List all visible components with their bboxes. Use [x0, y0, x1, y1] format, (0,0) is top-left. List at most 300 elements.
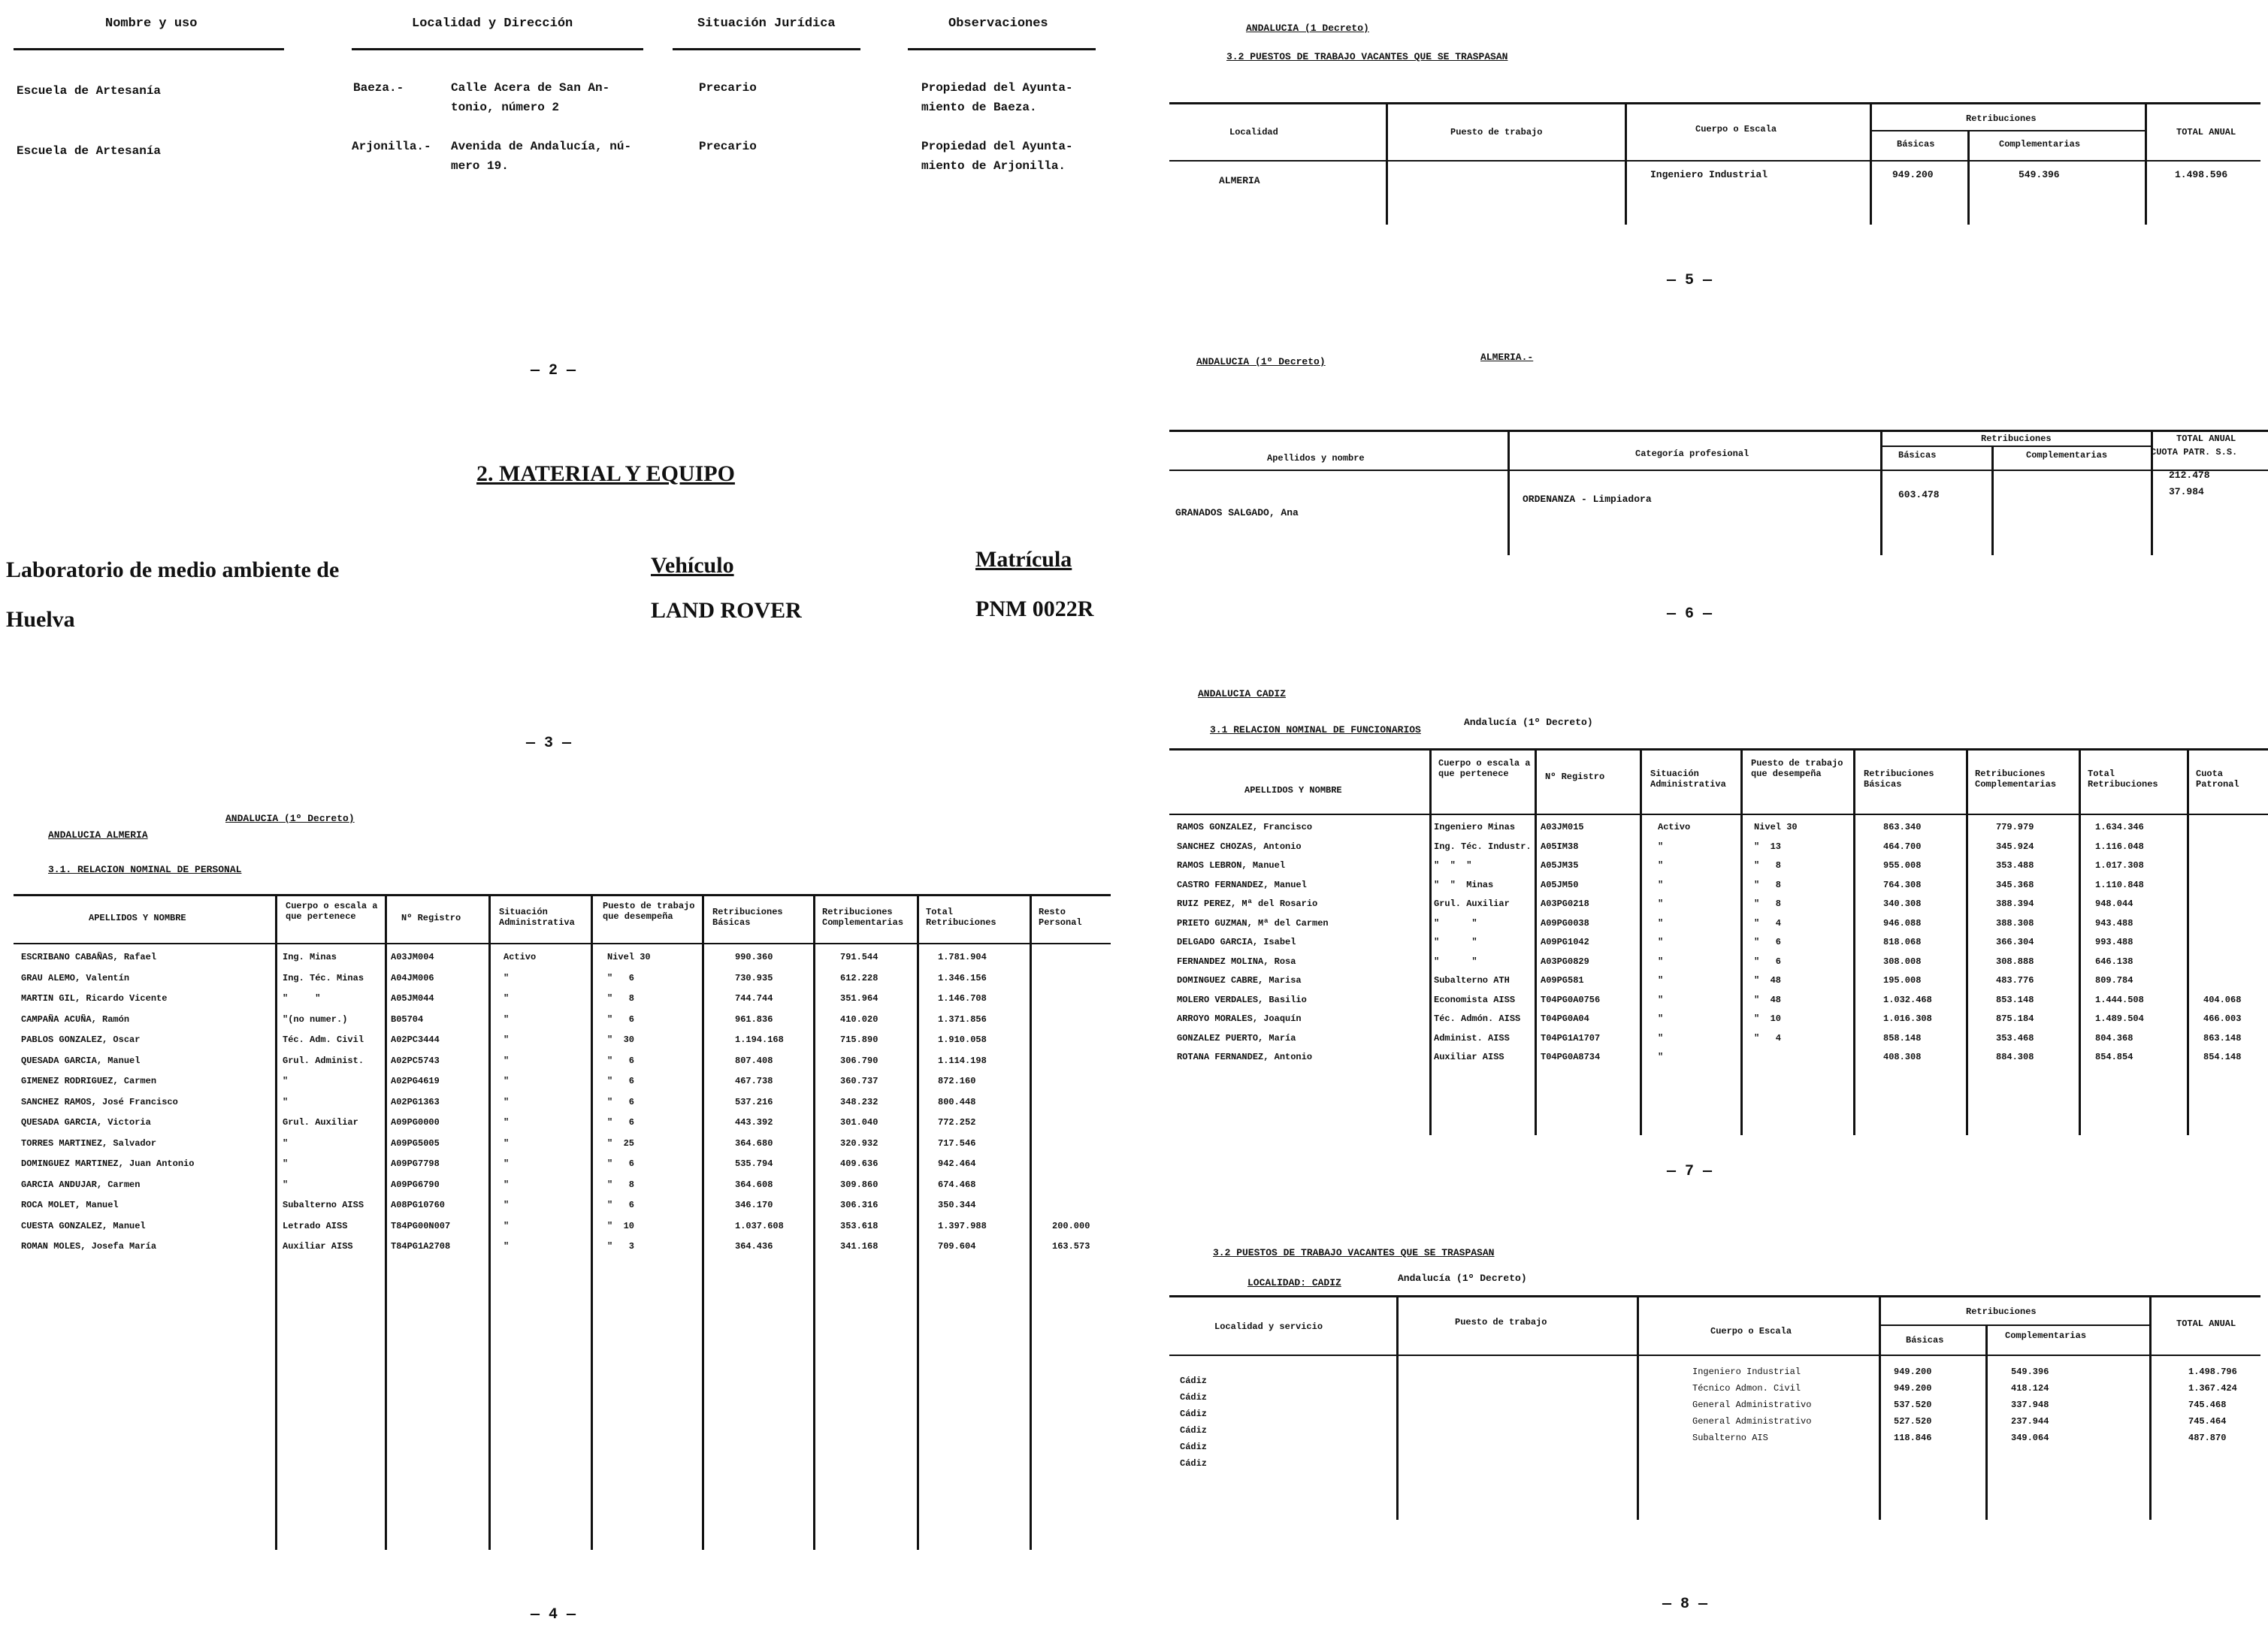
row-2-name: Escuela de Artesanía [17, 144, 162, 158]
row-1-situacion: Precario [699, 81, 757, 95]
divider [14, 48, 284, 50]
section-subtitle: 3.2 PUESTOS DE TRABAJO VACANTES QUE SE TRASPASAN [1226, 51, 1508, 62]
table-cell: DOMINGUEZ MARTINEZ, Juan Antonio [21, 1158, 195, 1169]
region-header: ANDALUCIA (1º Decreto) [1196, 356, 1326, 367]
table-cell: 404.068 [2203, 994, 2242, 1005]
table-cell: 858.148 [1883, 1032, 1922, 1044]
table-cell: 1.444.508 [2095, 994, 2144, 1005]
table-cell: " 8 [1754, 879, 1782, 890]
table-cell: Ingeniero Minas [1434, 822, 1516, 832]
table-cell: 306.316 [840, 1200, 878, 1210]
table-cell: " [1658, 937, 1664, 947]
table-cell: SANCHEZ RAMOS, José Francisco [21, 1096, 178, 1107]
col-complementarias: Retribuciones Complementarias [1975, 769, 2057, 790]
table-cell [1052, 1154, 1090, 1175]
cuerpo-column [1692, 1364, 1811, 1446]
col-registro: Nº Registro [401, 913, 461, 923]
row-1-addr2: tonio, número 2 [451, 101, 560, 114]
total-column [938, 947, 987, 1258]
table-cell: PRIETO GUZMAN, Mª del Carmen [1177, 917, 1329, 929]
table-cell: CASTRO FERNANDEZ, Manuel [1177, 879, 1307, 890]
row-cuota: 37.984 [2169, 486, 2204, 497]
situacion-column [1658, 818, 1690, 1068]
vehicle-header: Vehículo [651, 553, 734, 578]
table-cell: "(no numer.) [283, 1013, 348, 1025]
table-cell: " [503, 1076, 510, 1086]
table-cell: 483.776 [1996, 975, 2034, 986]
table-cell: A09PG6790 [391, 1179, 440, 1190]
row-cuerpo: Ingeniero Industrial [1650, 169, 1768, 180]
table-cell: Subalterno AIS [1692, 1433, 1768, 1443]
table-cell: 353.488 [1996, 860, 2034, 871]
col-cuerpo: Cuerpo o escala a que pertenece [1438, 758, 1531, 779]
puesto-column [607, 947, 651, 1258]
table-cell: 1.146.708 [938, 993, 987, 1004]
row-2-localidad: Arjonilla.- [352, 140, 431, 153]
table-cell: 1.032.468 [1883, 994, 1932, 1005]
table-cell: 337.948 [2011, 1400, 2049, 1410]
table-cell: CAMPAÑA ACUÑA, Ramón [21, 1013, 130, 1025]
table-cell: " [1658, 956, 1664, 967]
table-cell: Subalterno ATH [1434, 975, 1510, 986]
row-categoria: ORDENANZA - Limpiadora [1523, 494, 1652, 505]
table-cell: T84PG00N007 [391, 1220, 451, 1231]
table-cell: 745.468 [2188, 1400, 2227, 1410]
table-cell: 320.932 [840, 1137, 878, 1149]
table-cell: FERNANDEZ MOLINA, Rosa [1177, 956, 1296, 967]
table-cell [1052, 1051, 1090, 1072]
province-header: ALMERIA.- [1480, 352, 1534, 363]
table-cell: Cádiz [1180, 1409, 1208, 1419]
table-cell: 717.546 [938, 1137, 976, 1149]
table-cell: 306.790 [840, 1055, 878, 1066]
situacion-column [503, 947, 536, 1258]
col-puesto: Puesto de trabajo [1455, 1317, 1547, 1327]
table-cell: " 48 [1754, 975, 1782, 986]
table-cell: RAMOS LEBRON, Manuel [1177, 860, 1286, 871]
table-cell: 537.216 [735, 1096, 773, 1107]
table-cell: 744.744 [735, 993, 773, 1004]
table-cell: 863.340 [1883, 822, 1922, 832]
page-number: — 3 — [526, 735, 572, 752]
table-cell: A09PG0000 [391, 1117, 440, 1128]
col-retribuciones: Retribuciones [1966, 1306, 2037, 1317]
table-cell: " 6 [1754, 937, 1782, 947]
table-cell: Cádiz [1180, 1376, 1208, 1386]
row-basicas: 949.200 [1892, 169, 1934, 180]
col-complementarias: Complementarias [1999, 139, 2081, 150]
table-cell: 467.738 [735, 1076, 773, 1086]
table-cell: ESCRIBANO CABAÑAS, Rafael [21, 952, 157, 962]
decree-header: Andalucía (1º Decreto) [1464, 717, 1593, 728]
table-cell: " [1658, 1052, 1664, 1062]
table-cell [2203, 971, 2241, 991]
vacancies-table [1169, 102, 2260, 225]
row-2-addr1: Avenida de Andalucía, nú- [451, 140, 632, 153]
table-cell: A02PG1363 [391, 1096, 440, 1107]
col-header-nombre: Nombre y uso [105, 17, 198, 31]
table-cell: " 8 [1754, 860, 1782, 871]
table-cell: GIMENEZ RODRIGUEZ, Carmen [21, 1076, 157, 1086]
table-cell: " [503, 1117, 510, 1128]
table-cell: B05704 [391, 1013, 424, 1025]
table-cell: " [1658, 879, 1664, 890]
table-cell: A04JM006 [391, 972, 434, 983]
vehicle-value: LAND ROVER [651, 598, 802, 623]
registro-column [391, 947, 450, 1258]
table-cell: Ing. Minas [283, 952, 337, 962]
table-cell: TORRES MARTINEZ, Salvador [21, 1137, 157, 1149]
table-cell: " 30 [607, 1034, 635, 1045]
table-cell: ROCA MOLET, Manuel [21, 1200, 119, 1210]
row-2-obs2: miento de Arjonilla. [921, 159, 1066, 173]
table-cell: 854.148 [2203, 1052, 2242, 1062]
col-header-situacion: Situación Jurídica [697, 17, 836, 31]
table-cell: 309.860 [840, 1179, 878, 1190]
table-cell: 388.394 [1996, 899, 2034, 909]
table-cell: " 3 [607, 1241, 635, 1252]
table-cell: 709.604 [938, 1241, 976, 1252]
table-cell: Administ. AISS [1434, 1032, 1510, 1044]
table-cell: 948.044 [2095, 899, 2133, 909]
labor-table [1169, 430, 2268, 555]
table-cell: " [1658, 994, 1664, 1005]
table-cell: " 6 [607, 1158, 635, 1169]
table-cell: 779.979 [1996, 822, 2034, 832]
table-cell: 715.890 [840, 1034, 878, 1045]
table-cell: 308.888 [1996, 956, 2034, 967]
table-cell: T04PG1A1707 [1541, 1032, 1601, 1044]
col-total: TOTAL ANUAL [2176, 1318, 2236, 1329]
table-cell: Grul. Auxiliar [283, 1117, 358, 1128]
table-cell: 863.148 [2203, 1032, 2242, 1044]
table-cell [1052, 947, 1090, 968]
table-cell: Activo [1658, 822, 1691, 832]
table-cell: " 6 [607, 1055, 635, 1066]
divider [908, 48, 1096, 50]
row-2-situacion: Precario [699, 140, 757, 153]
table-cell: 764.308 [1883, 879, 1922, 890]
row-total: 212.478 [2169, 470, 2210, 481]
page-number: — 5 — [1667, 272, 1713, 289]
names-column [1177, 818, 1329, 1068]
table-cell: T04PG0A04 [1541, 1013, 1589, 1024]
table-cell: A05JM35 [1541, 860, 1579, 871]
col-puesto: Puesto de trabajo que desempeña [603, 901, 695, 922]
table-cell: 612.228 [840, 972, 878, 983]
table-cell: Grul. Auxiliar [1434, 899, 1510, 909]
table-cell: 410.020 [840, 1013, 878, 1025]
table-cell: " 10 [607, 1220, 635, 1231]
table-cell: PABLOS GONZALEZ, Oscar [21, 1034, 141, 1045]
table-cell: A05JM50 [1541, 879, 1579, 890]
table-cell: 346.170 [735, 1200, 773, 1210]
table-cell [1052, 1113, 1090, 1134]
table-cell: " [503, 1013, 510, 1025]
table-cell: 366.304 [1996, 937, 2034, 947]
table-cell: Auxiliar AISS [1434, 1052, 1504, 1062]
complementarias-column [840, 947, 878, 1258]
table-cell: 308.008 [1883, 956, 1922, 967]
col-basicas: Básicas [1898, 450, 1937, 461]
region-header: ANDALUCIA CADIZ [1198, 688, 1287, 699]
cuerpo-column [283, 947, 364, 1258]
table-cell: " 6 [607, 1013, 635, 1025]
table-cell [1052, 989, 1090, 1010]
table-cell: " [283, 1076, 289, 1086]
table-cell: " [283, 1137, 289, 1149]
table-cell: " [503, 1034, 510, 1045]
table-cell: 360.737 [840, 1076, 878, 1086]
table-cell: A09PG581 [1541, 975, 1584, 986]
table-cell: 804.368 [2095, 1032, 2133, 1044]
row-1-name: Escuela de Artesanía [17, 84, 162, 98]
table-cell: A05JM044 [391, 993, 434, 1004]
table-cell: 1.489.504 [2095, 1013, 2144, 1024]
table-cell: Cádiz [1180, 1442, 1208, 1452]
table-cell: 646.138 [2095, 956, 2133, 967]
cadiz-vacancies-table [1169, 1295, 2260, 1520]
cuota-column [2203, 818, 2241, 1068]
table-cell: 237.944 [2011, 1416, 2049, 1427]
table-cell: MARTIN GIL, Ricardo Vicente [21, 993, 168, 1004]
table-cell: " [503, 1158, 510, 1169]
table-cell: " " [1434, 956, 1477, 967]
table-cell: " " [283, 993, 321, 1004]
table-cell: 353.618 [840, 1220, 878, 1231]
table-cell: 1.037.608 [735, 1220, 784, 1231]
table-cell: " 8 [607, 1179, 635, 1190]
table-cell: 1.110.848 [2095, 879, 2144, 890]
table-cell: A09PG5005 [391, 1137, 440, 1149]
table-cell: CUESTA GONZALEZ, Manuel [21, 1220, 146, 1231]
table-cell: " [1658, 899, 1664, 909]
table-cell [2203, 895, 2241, 914]
table-cell: A03JM004 [391, 952, 434, 962]
table-cell: " [503, 1241, 510, 1252]
table-cell: 353.468 [1996, 1032, 2034, 1044]
table-cell: A03JM015 [1541, 822, 1584, 832]
table-cell: " 4 [1754, 917, 1782, 929]
table-cell: 118.846 [1894, 1433, 1932, 1443]
table-cell: A08PG10760 [391, 1200, 446, 1210]
decree-header: ANDALUCIA (1º Decreto) [225, 813, 355, 824]
col-basicas: Básicas [1906, 1335, 1944, 1346]
col-puesto: Puesto de trabajo [1450, 127, 1543, 137]
table-cell: ROMAN MOLES, Josefa María [21, 1241, 157, 1252]
basicas-column [735, 947, 784, 1258]
row-localidad: ALMERIA [1219, 175, 1260, 186]
table-cell: " [283, 1096, 289, 1107]
table-cell: 535.794 [735, 1158, 773, 1169]
table-cell: 807.408 [735, 1055, 773, 1066]
table-cell: Ing. Téc. Minas [283, 972, 364, 983]
table-cell: 1.910.058 [938, 1034, 987, 1045]
section-subtitle: 3.1 RELACION NOMINAL DE FUNCIONARIOS [1210, 724, 1421, 735]
table-cell: 418.124 [2011, 1383, 2049, 1394]
lab-name-line2: Huelva [6, 607, 75, 632]
table-cell: 943.488 [2095, 917, 2133, 929]
col-basicas: Básicas [1897, 139, 1935, 150]
row-1-obs2: miento de Baeza. [921, 101, 1037, 114]
table-cell: A02PC5743 [391, 1055, 440, 1066]
table-cell [2203, 953, 2241, 972]
table-cell: 872.160 [938, 1076, 976, 1086]
table-cell: " 6 [607, 1096, 635, 1107]
cuerpo-column [1434, 818, 1532, 1068]
col-complementarias: Complementarias [2005, 1330, 2087, 1341]
row-2-addr2: mero 19. [451, 159, 509, 173]
table-cell: 348.232 [840, 1096, 878, 1107]
row-complementarias: 549.396 [2019, 169, 2060, 180]
col-basicas: Retribuciones Básicas [712, 907, 783, 928]
col-header-observaciones: Observaciones [948, 17, 1048, 31]
table-cell: Nivel 30 [1754, 822, 1798, 832]
table-cell: " [1658, 917, 1664, 929]
basicas-column [1894, 1364, 1931, 1446]
table-cell: General Administrativo [1692, 1416, 1812, 1427]
table-cell: Subalterno AISS [283, 1200, 364, 1210]
table-cell: A09PG0038 [1541, 917, 1589, 929]
table-cell: 1.016.308 [1883, 1013, 1932, 1024]
locality-header: LOCALIDAD: CADIZ [1247, 1277, 1341, 1288]
table-cell: 364.680 [735, 1137, 773, 1149]
table-cell: ROTANA FERNANDEZ, Antonio [1177, 1052, 1313, 1062]
table-cell: 408.308 [1883, 1052, 1922, 1062]
table-cell: " [503, 972, 510, 983]
table-cell: 854.854 [2095, 1052, 2133, 1062]
col-total: Total Retribuciones [2088, 769, 2158, 790]
table-cell: 1.371.856 [938, 1013, 987, 1025]
table-cell: 340.308 [1883, 899, 1922, 909]
table-cell [1052, 1071, 1090, 1092]
table-cell: A09PG7798 [391, 1158, 440, 1169]
complementarias-column [1996, 818, 2034, 1068]
col-localidad: Localidad y servicio [1214, 1321, 1323, 1332]
table-cell: 1.781.904 [938, 952, 987, 962]
table-cell: Grul. Administ. [283, 1055, 364, 1066]
table-cell [2203, 914, 2241, 934]
table-cell [2203, 818, 2241, 838]
table-cell: A02PC3444 [391, 1034, 440, 1045]
table-cell: Letrado AISS [283, 1220, 348, 1231]
table-cell: " 8 [607, 993, 635, 1004]
table-cell: " 4 [1754, 1032, 1782, 1044]
lab-name-line1: Laboratorio de medio ambiente de [6, 557, 340, 582]
basicas-column [1883, 818, 1932, 1068]
table-cell: A09PG1042 [1541, 937, 1589, 947]
table-cell [2203, 856, 2241, 876]
table-cell: SANCHEZ CHOZAS, Antonio [1177, 841, 1302, 852]
table-cell: " 6 [1754, 956, 1782, 967]
table-cell: " [1658, 841, 1664, 852]
table-cell: 949.200 [1894, 1367, 1932, 1377]
table-cell: 464.700 [1883, 841, 1922, 852]
table-cell [1052, 1010, 1090, 1031]
table-cell: " " [1434, 937, 1477, 947]
table-cell: GRAU ALEMO, Valentín [21, 972, 130, 983]
section-subtitle: 3.1. RELACION NOMINAL DE PERSONAL [48, 864, 242, 875]
table-cell [1052, 968, 1090, 989]
table-cell: 993.488 [2095, 937, 2133, 947]
table-cell [2203, 876, 2241, 896]
plate-header: Matrícula [975, 547, 1072, 572]
col-puesto: Puesto de trabajo que desempeña [1751, 758, 1843, 779]
table-cell: 466.003 [2203, 1013, 2242, 1024]
table-cell [1052, 1195, 1090, 1216]
table-cell: 200.000 [1052, 1220, 1090, 1231]
table-cell: " [503, 1179, 510, 1190]
col-total: Total Retribuciones [926, 907, 996, 928]
table-cell: 961.836 [735, 1013, 773, 1025]
table-cell: 549.396 [2011, 1367, 2049, 1377]
table-cell: " 48 [1754, 994, 1782, 1005]
table-cell: " [1658, 1032, 1664, 1044]
resto-column [1052, 947, 1090, 1258]
table-cell: A03PG0829 [1541, 956, 1589, 967]
table-cell: 884.308 [1996, 1052, 2034, 1062]
table-cell: 1.634.346 [2095, 822, 2144, 832]
table-cell: T84PG1A2708 [391, 1241, 451, 1252]
col-total: TOTAL ANUAL [2176, 127, 2236, 137]
row-name: GRANADOS SALGADO, Ana [1175, 507, 1299, 518]
col-situacion: Situación Administrativa [1650, 769, 1726, 790]
table-cell: " [503, 1200, 510, 1210]
table-cell: QUESADA GARCIA, Manuel [21, 1055, 141, 1066]
table-cell: 1.367.424 [2188, 1383, 2237, 1394]
table-cell: General Administrativo [1692, 1400, 1812, 1410]
row-1-localidad: Baeza.- [353, 81, 404, 95]
table-cell: RAMOS GONZALEZ, Francisco [1177, 822, 1313, 832]
table-cell [1052, 1030, 1090, 1051]
col-cuerpo: Cuerpo o escala a que pertenece [286, 901, 378, 922]
table-cell [2203, 838, 2241, 857]
table-cell: 345.924 [1996, 841, 2034, 852]
col-cuota: CUOTA PATR. S.S. [2151, 447, 2238, 458]
table-cell: 791.544 [840, 952, 878, 962]
table-cell: Ingeniero Industrial [1692, 1367, 1801, 1377]
table-cell: 809.784 [2095, 975, 2133, 986]
table-cell: " 13 [1754, 841, 1782, 852]
table-cell [1052, 1175, 1090, 1196]
personnel-table [14, 894, 1111, 1550]
table-cell: DOMINGUEZ CABRE, Marisa [1177, 975, 1302, 986]
table-cell: Téc. Adm. Civil [283, 1034, 364, 1045]
table-cell: DELGADO GARCIA, Isabel [1177, 937, 1296, 947]
col-complementarias: Retribuciones Complementarias [822, 907, 904, 928]
col-header-localidad: Localidad y Dirección [412, 17, 573, 31]
page-number: — 2 — [531, 362, 576, 379]
col-registro: Nº Registro [1545, 772, 1605, 782]
col-complementarias: Complementarias [2026, 450, 2108, 461]
table-cell: 800.448 [938, 1096, 976, 1107]
row-2-obs1: Propiedad del Ayunta- [921, 140, 1073, 153]
table-cell: " [503, 1096, 510, 1107]
col-apellidos: APELLIDOS Y NOMBRE [1244, 785, 1342, 796]
table-cell: 1.114.198 [938, 1055, 987, 1066]
table-cell: 1.498.796 [2188, 1367, 2237, 1377]
table-cell: 349.064 [2011, 1433, 2049, 1443]
table-cell: " [1658, 1013, 1664, 1024]
divider [673, 48, 860, 50]
row-1-obs1: Propiedad del Ayunta- [921, 81, 1073, 95]
row-basicas: 603.478 [1898, 489, 1940, 500]
divider [352, 48, 643, 50]
table-cell: 730.935 [735, 972, 773, 983]
table-cell: 364.608 [735, 1179, 773, 1190]
table-cell: 341.168 [840, 1241, 878, 1252]
table-cell: 301.040 [840, 1117, 878, 1128]
